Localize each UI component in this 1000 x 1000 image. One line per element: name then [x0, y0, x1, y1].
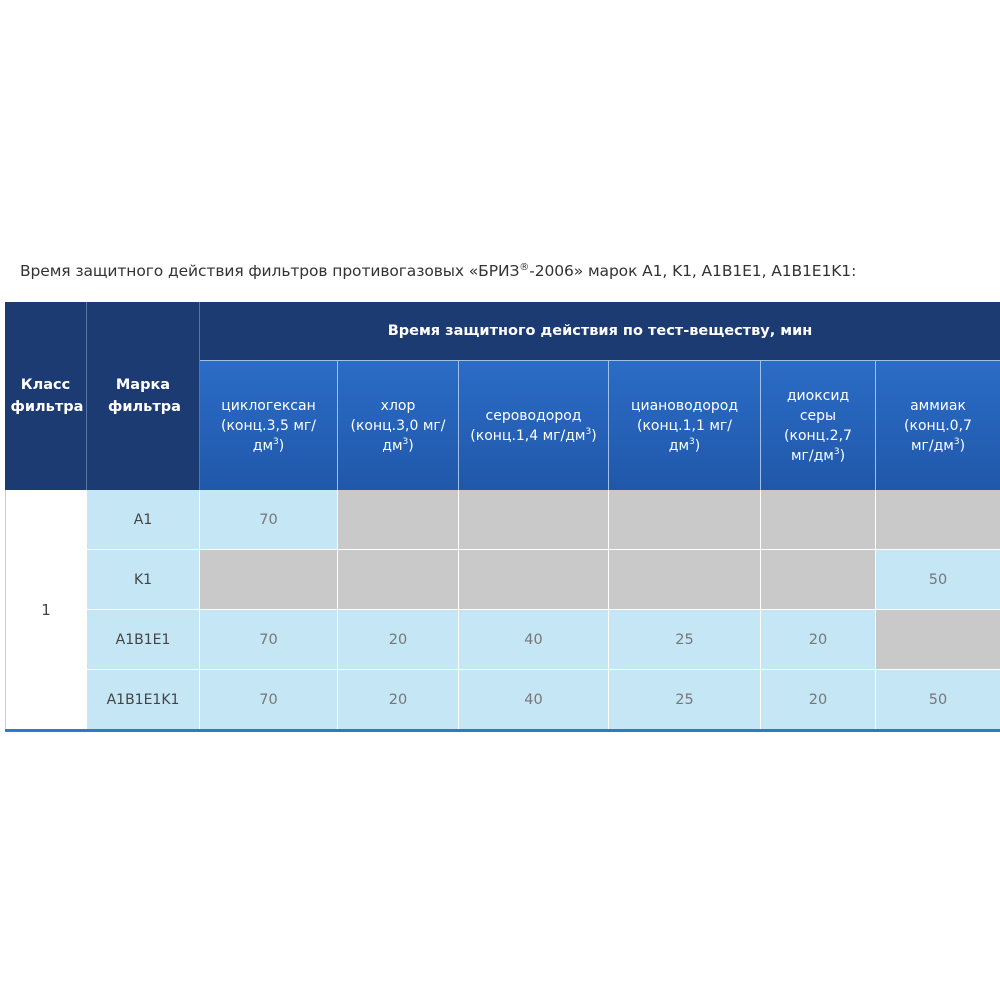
substance-tail: ): [278, 437, 285, 454]
left-border: [5, 490, 6, 730]
header-substance: [200, 360, 338, 490]
time-value: 25: [675, 631, 694, 648]
filter-mark-cell: [87, 670, 200, 730]
time-value: 50: [928, 571, 948, 588]
unit-exponent: 3: [689, 436, 695, 447]
substance-name: хлор (конц.3,0 мг/дм: [350, 397, 446, 454]
time-value-cell: [200, 610, 338, 670]
time-value-cell: [761, 610, 876, 670]
empty-cell: [200, 550, 338, 610]
time-value-cell: [761, 670, 876, 730]
time-value: 20: [388, 631, 408, 648]
filter-mark-cell: [87, 550, 200, 610]
time-value: 20: [808, 631, 828, 648]
header-substance: [761, 360, 876, 490]
time-value-cell: [609, 670, 761, 730]
time-value: 70: [259, 631, 278, 648]
substance-name: диоксид серы (конц.2,7 мг/дм: [784, 387, 852, 464]
unit-exponent: 3: [402, 436, 409, 447]
time-value-cell: [200, 490, 338, 550]
filter-mark: A1B1E1K1: [106, 691, 180, 708]
header-substance-label: [772, 386, 864, 466]
substance-tail: ): [591, 427, 597, 444]
time-value: 40: [524, 631, 543, 648]
filter-mark: A1: [133, 511, 153, 528]
class-cell: [5, 490, 87, 730]
time-value: 50: [928, 691, 948, 708]
registered-mark: ®: [519, 262, 530, 273]
header-mark-label: Марка фильтра: [108, 377, 181, 415]
substance-tail: ): [408, 437, 414, 454]
header-class-label: Класс фильтра: [10, 377, 84, 415]
unit-exponent: 3: [585, 426, 592, 437]
time-value-cell: [459, 670, 609, 730]
protection-time-table: [5, 302, 1000, 732]
substance-name: аммиак (конц.0,7 мг/дм: [904, 397, 972, 454]
filter-mark-cell: [87, 490, 200, 550]
empty-cell: [338, 490, 459, 550]
empty-cell: [459, 550, 609, 610]
substance-name: сероводород (конц.1,4 мг/дм: [470, 407, 586, 444]
substance-tail: ): [694, 437, 701, 454]
class-value: 1: [41, 601, 51, 619]
header-substance-label: [468, 406, 600, 446]
header-mark: [87, 302, 200, 490]
filter-mark: K1: [133, 571, 153, 588]
time-value: 20: [808, 691, 828, 708]
header-class: [5, 302, 87, 490]
bottom-accent-line: [5, 729, 1000, 732]
time-value-cell: [876, 670, 1000, 730]
empty-cell: [609, 490, 761, 550]
substance-tail: ): [839, 447, 846, 464]
header-substance: [609, 360, 761, 490]
substance-name: циклогексан (конц.3,5 мг/дм: [221, 397, 316, 454]
time-value: 70: [259, 511, 278, 528]
caption-text-end: -2006» марок A1, K1, A1B1E1, A1B1E1K1:: [529, 262, 857, 280]
time-value-cell: [609, 610, 761, 670]
empty-cell: [459, 490, 609, 550]
time-value-cell: [200, 670, 338, 730]
time-value-cell: [338, 670, 459, 730]
filter-mark: A1B1E1: [115, 631, 171, 648]
empty-cell: [609, 550, 761, 610]
header-substance: [459, 360, 609, 490]
header-substance: [338, 360, 459, 490]
time-value-cell: [459, 610, 609, 670]
header-substance-label: [622, 396, 748, 456]
time-value-cell: [338, 610, 459, 670]
substance-name: циановодород (конц.1,1 мг/дм: [630, 397, 739, 454]
table-caption: [20, 262, 856, 280]
caption-text: Время защитного действия фильтров противогазовых «БРИЗ: [20, 262, 520, 280]
header-substance: [876, 360, 1000, 490]
time-value: 70: [259, 691, 278, 708]
unit-exponent: 3: [953, 436, 960, 447]
header-group-label: Время защитного действия по тест-веществу, мин: [387, 323, 813, 339]
filter-mark-cell: [87, 610, 200, 670]
empty-cell: [338, 550, 459, 610]
header-substance-label: [895, 396, 981, 456]
empty-cell: [876, 610, 1000, 670]
empty-cell: [761, 550, 876, 610]
substance-tail: ): [959, 437, 966, 454]
time-value-cell: [876, 550, 1000, 610]
header-substance-label: [350, 396, 446, 456]
time-value: 20: [388, 691, 408, 708]
empty-cell: [761, 490, 876, 550]
header-substance-label: [213, 396, 325, 456]
unit-exponent: 3: [833, 446, 840, 457]
header-group: [200, 302, 1000, 360]
time-value: 25: [675, 691, 694, 708]
empty-cell: [876, 490, 1000, 550]
time-value: 40: [524, 691, 543, 708]
unit-exponent: 3: [273, 436, 279, 447]
